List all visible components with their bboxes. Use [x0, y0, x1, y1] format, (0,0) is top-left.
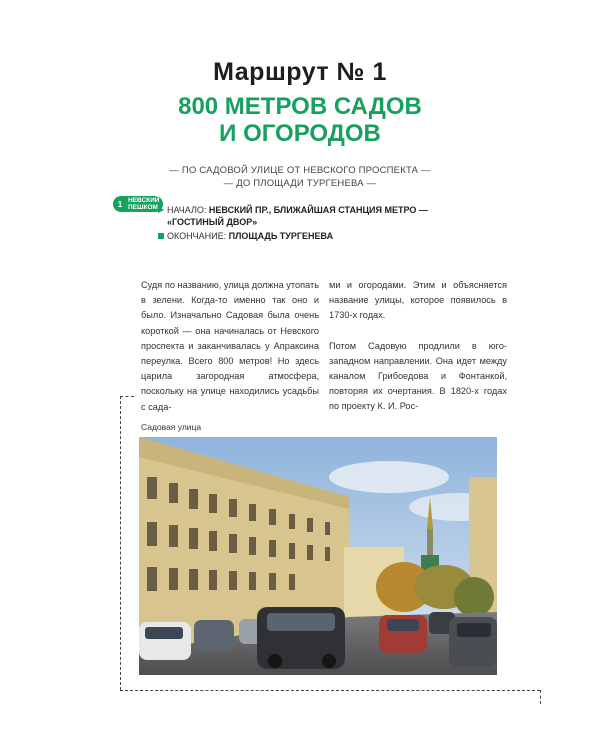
series-badge: [113, 196, 163, 212]
start-value-line-2: «ГОСТИНЫЙ ДВОР»: [167, 217, 258, 227]
route-start: [158, 204, 458, 228]
badge-line-1: НЕВСКИЙ: [128, 197, 160, 204]
subtitle-line-1: — ПО САДОВОЙ УЛИЦЕ ОТ НЕВСКОГО ПРОСПЕКТА —: [169, 165, 431, 176]
route-info: [158, 204, 458, 244]
start-label: НАЧАЛО:: [167, 205, 207, 215]
route-title: Маршрут № 1: [213, 58, 387, 86]
badge-line-2: ПЕШКОМ: [128, 204, 158, 211]
badge-number: 1: [117, 199, 123, 209]
page-title: [0, 93, 600, 147]
paragraph: Потом Садовую продлили в юго-западном направлении. Она идет между каналом Грибоедова и Фонтанкой, повторяя их очертания. В 1820-х годах по проекту К. И. Рос-: [329, 340, 507, 412]
photo-caption: Садовая улица: [141, 422, 202, 432]
end-value: ПЛОЩАДЬ ТУРГЕНЕВА: [228, 231, 334, 241]
dashed-route-line: [120, 396, 134, 397]
route-subtitle: [0, 164, 600, 190]
route-end: [158, 230, 458, 242]
dashed-route-line: [120, 690, 540, 691]
dashed-route-line: [540, 690, 541, 704]
square-marker-icon: [158, 233, 164, 239]
dashed-route-line: [120, 396, 121, 690]
street-photo: [139, 437, 497, 675]
text-column-2: [329, 278, 507, 415]
text-column-1: [141, 278, 319, 415]
title-line-2: И ОГОРОДОВ: [219, 120, 381, 147]
paragraph: ми и огородами. Этим и объясняется название улицы, которое появилось в 1730-х годах.: [329, 280, 507, 321]
paragraph: Судя по названию, улица должна утопать в зелени. Когда-то именно так оно и было. Изначально Садовая была очень короткой — она начиналась от Невского проспекта и заканчивалась у Апраксина переулка. Всего 800 метров! Но здесь царила загородная атмосфера, поскольку на улице находились усадьбы с сада-: [141, 280, 319, 412]
triangle-marker-icon: ▶: [158, 205, 165, 214]
title-line-1: 800 МЕТРОВ САДОВ: [178, 93, 422, 120]
start-value-line-1: НЕВСКИЙ ПР., БЛИЖАЙШАЯ СТАНЦИЯ МЕТРО —: [208, 205, 428, 215]
subtitle-line-2: — ДО ПЛОЩАДИ ТУРГЕНЕВА —: [223, 178, 377, 189]
end-label: ОКОНЧАНИЕ:: [167, 231, 227, 241]
